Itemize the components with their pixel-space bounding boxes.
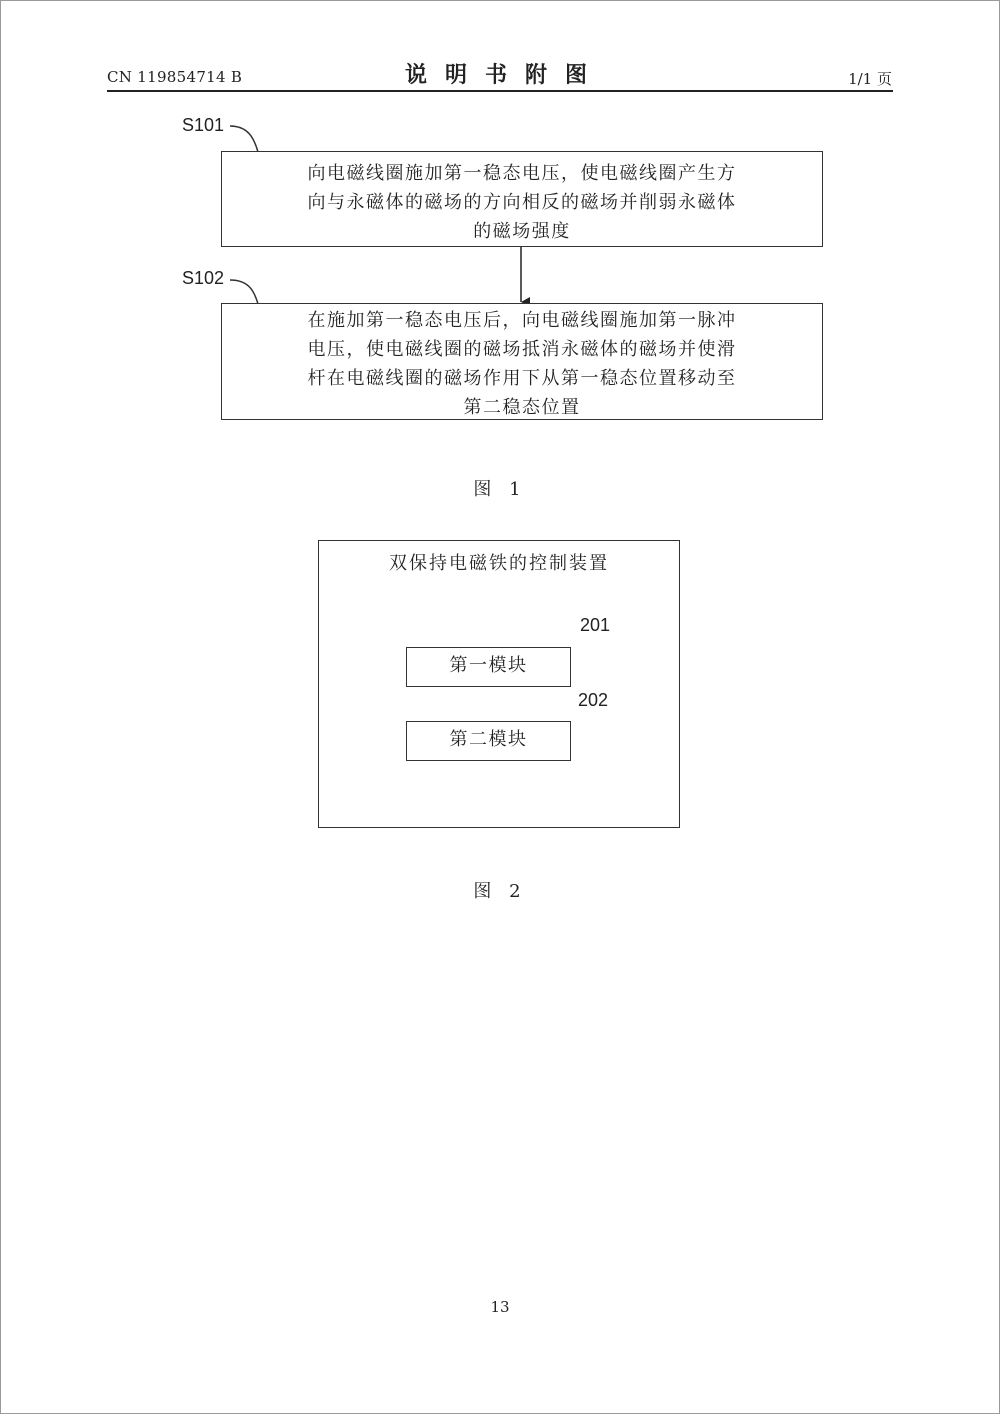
page-indicator: 1/1 页 [848,70,892,88]
s102-line: 电压，使电磁线圈的磁场抵消永磁体的磁场并使滑 [307,339,737,360]
module-box-second [406,721,571,761]
page-number: 13 [490,1298,510,1316]
s101-leader-line [230,126,258,152]
module-label-first: 第一模块 [449,655,528,676]
figure1-caption: 图 1 [473,479,527,500]
s102-line: 第二稳态位置 [463,397,581,418]
s102-line: 在施加第一稳态电压后，向电磁线圈施加第一脉冲 [307,310,737,331]
s101-line: 的磁场强度 [473,221,571,242]
ref-label-201: 201 [580,615,611,635]
figure2-caption: 图 2 [473,881,527,902]
step-label-s101: S101 [182,115,225,135]
device-title: 双保持电磁铁的控制装置 [389,553,609,574]
step-label-s102: S102 [182,268,225,288]
module-label-second: 第二模块 [449,729,528,750]
module-box-first [406,647,571,687]
page-title: 说明书附图 [404,62,605,88]
step-box-s101 [221,151,823,247]
s102-leader-line [230,280,258,304]
step-box-s102 [221,303,823,420]
s101-line: 向与永磁体的磁场的方向相反的磁场并削弱永磁体 [307,192,737,213]
s101-line: 向电磁线圈施加第一稳态电压，使电磁线圈产生方 [307,163,737,184]
ref-label-202: 202 [578,690,609,710]
publication-number: CN 119854714 B [107,68,243,86]
s102-line: 杆在电磁线圈的磁场作用下从第一稳态位置移动至 [307,368,737,389]
